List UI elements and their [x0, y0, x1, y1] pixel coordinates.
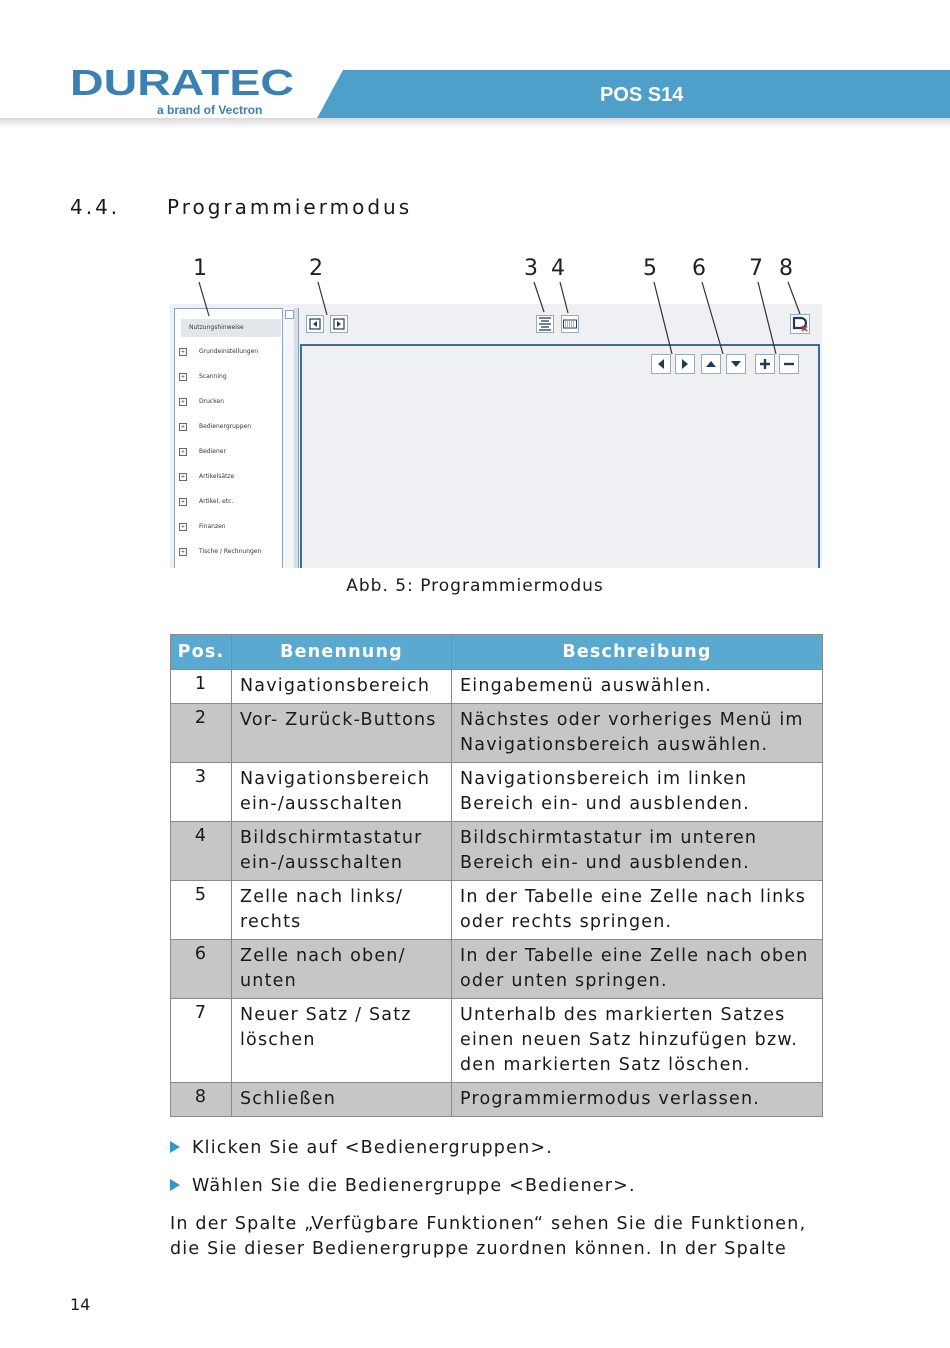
expand-icon: +: [180, 398, 186, 405]
cell-name: Zelle nach oben/ unten: [232, 940, 452, 999]
table-header-row: [171, 635, 823, 670]
cell-name: Schließen: [232, 1083, 452, 1117]
nav-header[interactable]: Nutzungshinweise: [181, 319, 281, 337]
nav-item[interactable]: + Drucken: [180, 398, 224, 405]
cell-description: Bildschirmtastatur im unteren Bereich ein- und ausblenden.: [452, 822, 823, 881]
cell-pos: 5: [171, 881, 232, 940]
nav-item[interactable]: + Scanning: [180, 373, 227, 380]
cell-name: Bildschirmtastatur ein-/ausschalten: [232, 822, 452, 881]
description-table: [170, 634, 823, 1117]
step-item: Wählen Sie die Bedienergruppe <Bediener>.: [170, 1176, 636, 1196]
table-row: [171, 704, 823, 763]
table-row: [171, 881, 823, 940]
cell-description: In der Tabelle eine Zelle nach oben oder unten springen.: [452, 940, 823, 999]
callout-1: 1: [193, 256, 207, 281]
cell-description: Eingabemenü auswählen.: [452, 670, 823, 704]
keyboard-icon: [563, 318, 577, 330]
close-button[interactable]: [790, 314, 810, 334]
callout-8: 8: [779, 256, 793, 281]
cell-up-button[interactable]: [701, 354, 721, 374]
callout-3: 3: [524, 256, 538, 281]
arrow-up-icon: [705, 358, 717, 370]
callout-4: 4: [551, 256, 565, 281]
cell-description: Programmiermodus verlassen.: [452, 1083, 823, 1117]
cell-left-button[interactable]: [651, 354, 671, 374]
nav-item[interactable]: + Artikel, etc.: [180, 498, 234, 505]
bullet-arrow-icon: [170, 1141, 180, 1153]
callout-5: 5: [643, 256, 657, 281]
back-button[interactable]: [306, 315, 324, 333]
expand-icon: +: [180, 498, 186, 505]
nav-item[interactable]: + Bedienergruppen: [180, 423, 252, 430]
table-row: [171, 999, 823, 1083]
cell-name: Neuer Satz / Satz löschen: [232, 999, 452, 1083]
table-row: [171, 1083, 823, 1117]
cell-pos: 2: [171, 704, 232, 763]
document-title: POS S14: [600, 84, 684, 106]
cell-pos: 3: [171, 763, 232, 822]
work-area[interactable]: [300, 344, 820, 568]
bullet-arrow-icon: [170, 1179, 180, 1191]
scroll-button[interactable]: [285, 310, 294, 319]
cell-pos: 6: [171, 940, 232, 999]
nav-item[interactable]: + Artikelsätze: [180, 473, 235, 480]
forward-button[interactable]: [330, 315, 348, 333]
panel-divider: [294, 308, 299, 568]
programming-mode-screenshot: [170, 304, 822, 568]
navigation-toggle-button[interactable]: [536, 315, 554, 333]
expand-icon: +: [180, 523, 186, 530]
nav-item[interactable]: + Bediener: [180, 448, 226, 455]
cell-name: Zelle nach links/ rechts: [232, 881, 452, 940]
nav-item[interactable]: + Grundeinstellungen: [180, 348, 259, 355]
cell-pos: 1: [171, 670, 232, 704]
duratec-logo: [70, 66, 296, 100]
nav-item[interactable]: + Finanzen: [180, 523, 226, 530]
add-record-button[interactable]: [755, 354, 775, 374]
expand-icon: +: [180, 548, 186, 555]
cell-description: In der Tabelle eine Zelle nach links oder rechts springen.: [452, 881, 823, 940]
svg-text:DURATEC: DURATEC: [70, 66, 294, 100]
cell-description: Nächstes oder vorheriges Menü im Navigationsbereich auswählen.: [452, 704, 823, 763]
forward-icon: [333, 318, 345, 330]
expand-icon: +: [180, 473, 186, 480]
expand-icon: +: [180, 348, 186, 355]
header-shadow: [0, 118, 950, 128]
cell-pos: 7: [171, 999, 232, 1083]
delete-record-button[interactable]: [779, 354, 799, 374]
step-item: Klicken Sie auf <Bedienergruppen>.: [170, 1138, 553, 1158]
close-icon: [792, 316, 808, 332]
cell-name: Navigationsbereich ein-/ausschalten: [232, 763, 452, 822]
cell-down-button[interactable]: [726, 354, 746, 374]
arrow-right-icon: [679, 358, 691, 370]
keyboard-toggle-button[interactable]: [561, 315, 579, 333]
cell-name: Navigationsbereich: [232, 670, 452, 704]
minus-icon: [783, 358, 795, 370]
cell-name: Vor- Zurück-Buttons: [232, 704, 452, 763]
page-number: 14: [70, 1295, 91, 1314]
figure-caption: Abb. 5: Programmiermodus: [346, 576, 604, 596]
expand-icon: +: [180, 423, 186, 430]
nav-item[interactable]: + Tische / Rechnungen: [180, 548, 262, 555]
back-icon: [309, 318, 321, 330]
table-row: [171, 670, 823, 704]
arrow-down-icon: [730, 358, 742, 370]
cell-description: Navigationsbereich im linken Bereich ein- und ausblenden.: [452, 763, 823, 822]
body-paragraph: In der Spalte „Verfügbare Funktionen“ sehen Sie die Funktionen, die Sie dieser Bedienergruppe zuordnen können. In der Spalte: [170, 1214, 807, 1259]
callout-6: 6: [692, 256, 706, 281]
section-title: Programmiermodus: [167, 195, 413, 219]
navigation-toggle-icon: [538, 317, 552, 331]
section-number: 4.4.: [70, 195, 121, 219]
column-header-pos: Pos.: [171, 635, 232, 670]
expand-icon: +: [180, 373, 186, 380]
cell-right-button[interactable]: [675, 354, 695, 374]
expand-icon: +: [180, 448, 186, 455]
brand-subtitle: a brand of Vectron: [157, 103, 263, 117]
cell-pos: 4: [171, 822, 232, 881]
table-row: [171, 763, 823, 822]
callout-2: 2: [309, 256, 323, 281]
arrow-left-icon: [655, 358, 667, 370]
plus-icon: [759, 358, 771, 370]
table-row: [171, 822, 823, 881]
cell-pos: 8: [171, 1083, 232, 1117]
column-header-name: Benennung: [232, 635, 452, 670]
table-row: [171, 940, 823, 999]
callout-7: 7: [749, 256, 763, 281]
column-header-description: Beschreibung: [452, 635, 823, 670]
navigation-panel: [174, 308, 294, 568]
cell-description: Unterhalb des markierten Satzes einen neuen Satz hinzufügen bzw. den markierten Satz löschen.: [452, 999, 823, 1083]
